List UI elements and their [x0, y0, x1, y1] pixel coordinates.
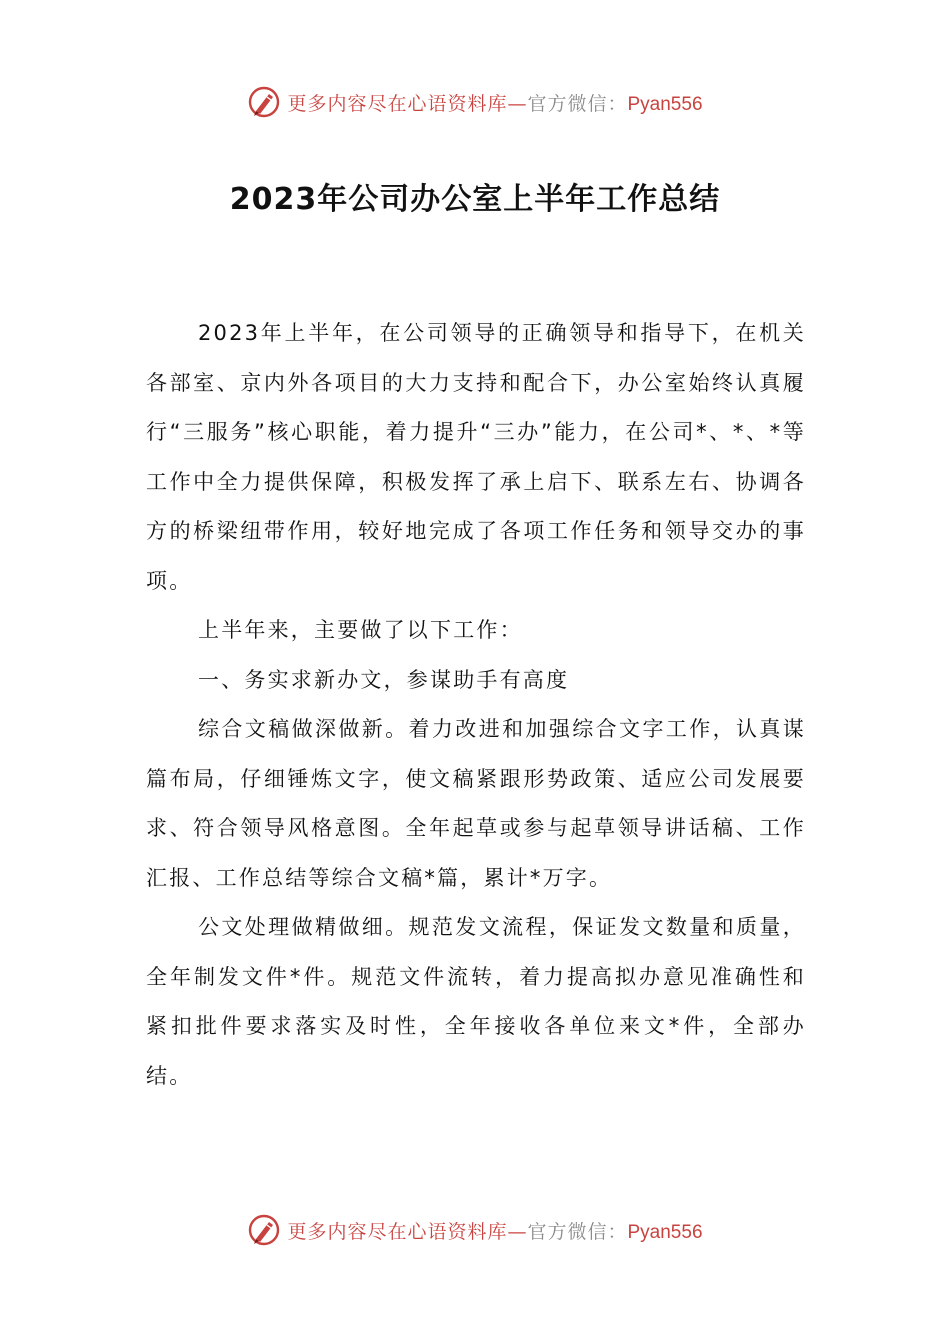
pen-in-circle-icon: [247, 85, 281, 119]
footer-watermark: [0, 1210, 950, 1250]
pen-in-circle-icon: [247, 1213, 281, 1247]
document-body: [146, 309, 806, 1101]
watermark-text: [287, 1217, 702, 1244]
paragraph-intro: 2023年上半年，在公司领导的正确领导和指导下，在机关各部室、京内外各项目的大力支持和配合下，办公室始终认真履行“三服务”核心职能，着力提升“三办”能力，在公司*、*、*等工作中全力提供保障，积极发挥了承上启下、联系左右、协调各方的桥梁纽带作用，较好地完成了各项工作任务和领导交办的事项。: [146, 321, 806, 593]
watermark-wechat-id: Pyan556: [627, 1221, 703, 1243]
document-title: 2023年公司办公室上半年工作总结: [229, 182, 721, 217]
paragraph-comprehensive-drafts: 综合文稿做深做新。着力改进和加强综合文字工作，认真谋篇布局，仔细锤炼文字，使文稿紧跟形势政策、适应公司发展要求、符合领导风格意图。全年起草或参与起草领导讲话稿、工作汇报、工作总结等综合文稿*篇，累计*万字。: [146, 717, 806, 890]
watermark-dash: —: [507, 1220, 528, 1243]
watermark-wechat-id: Pyan556: [627, 93, 703, 115]
watermark-wechat-label: 官方微信：: [527, 92, 628, 115]
section-heading-1: 一、务实求新办文，参谋助手有高度: [198, 667, 570, 692]
watermark-brand: 更多内容尽在心语资料库: [287, 92, 508, 115]
watermark-wechat-label: 官方微信：: [527, 1220, 628, 1243]
watermark-dash: —: [507, 92, 528, 115]
watermark-brand: 更多内容尽在心语资料库: [287, 1220, 508, 1243]
paragraph-overview: 上半年来，主要做了以下工作：: [198, 618, 523, 642]
watermark-text: [287, 89, 702, 116]
header-watermark: [0, 82, 950, 122]
paragraph-document-processing: 公文处理做精做细。规范发文流程，保证发文数量和质量，全年制发文件*件。规范文件流转，着力提高拟办意见准确性和紧扣批件要求落实及时性，全年接收各单位来文*件，全部办结。: [146, 915, 806, 1088]
